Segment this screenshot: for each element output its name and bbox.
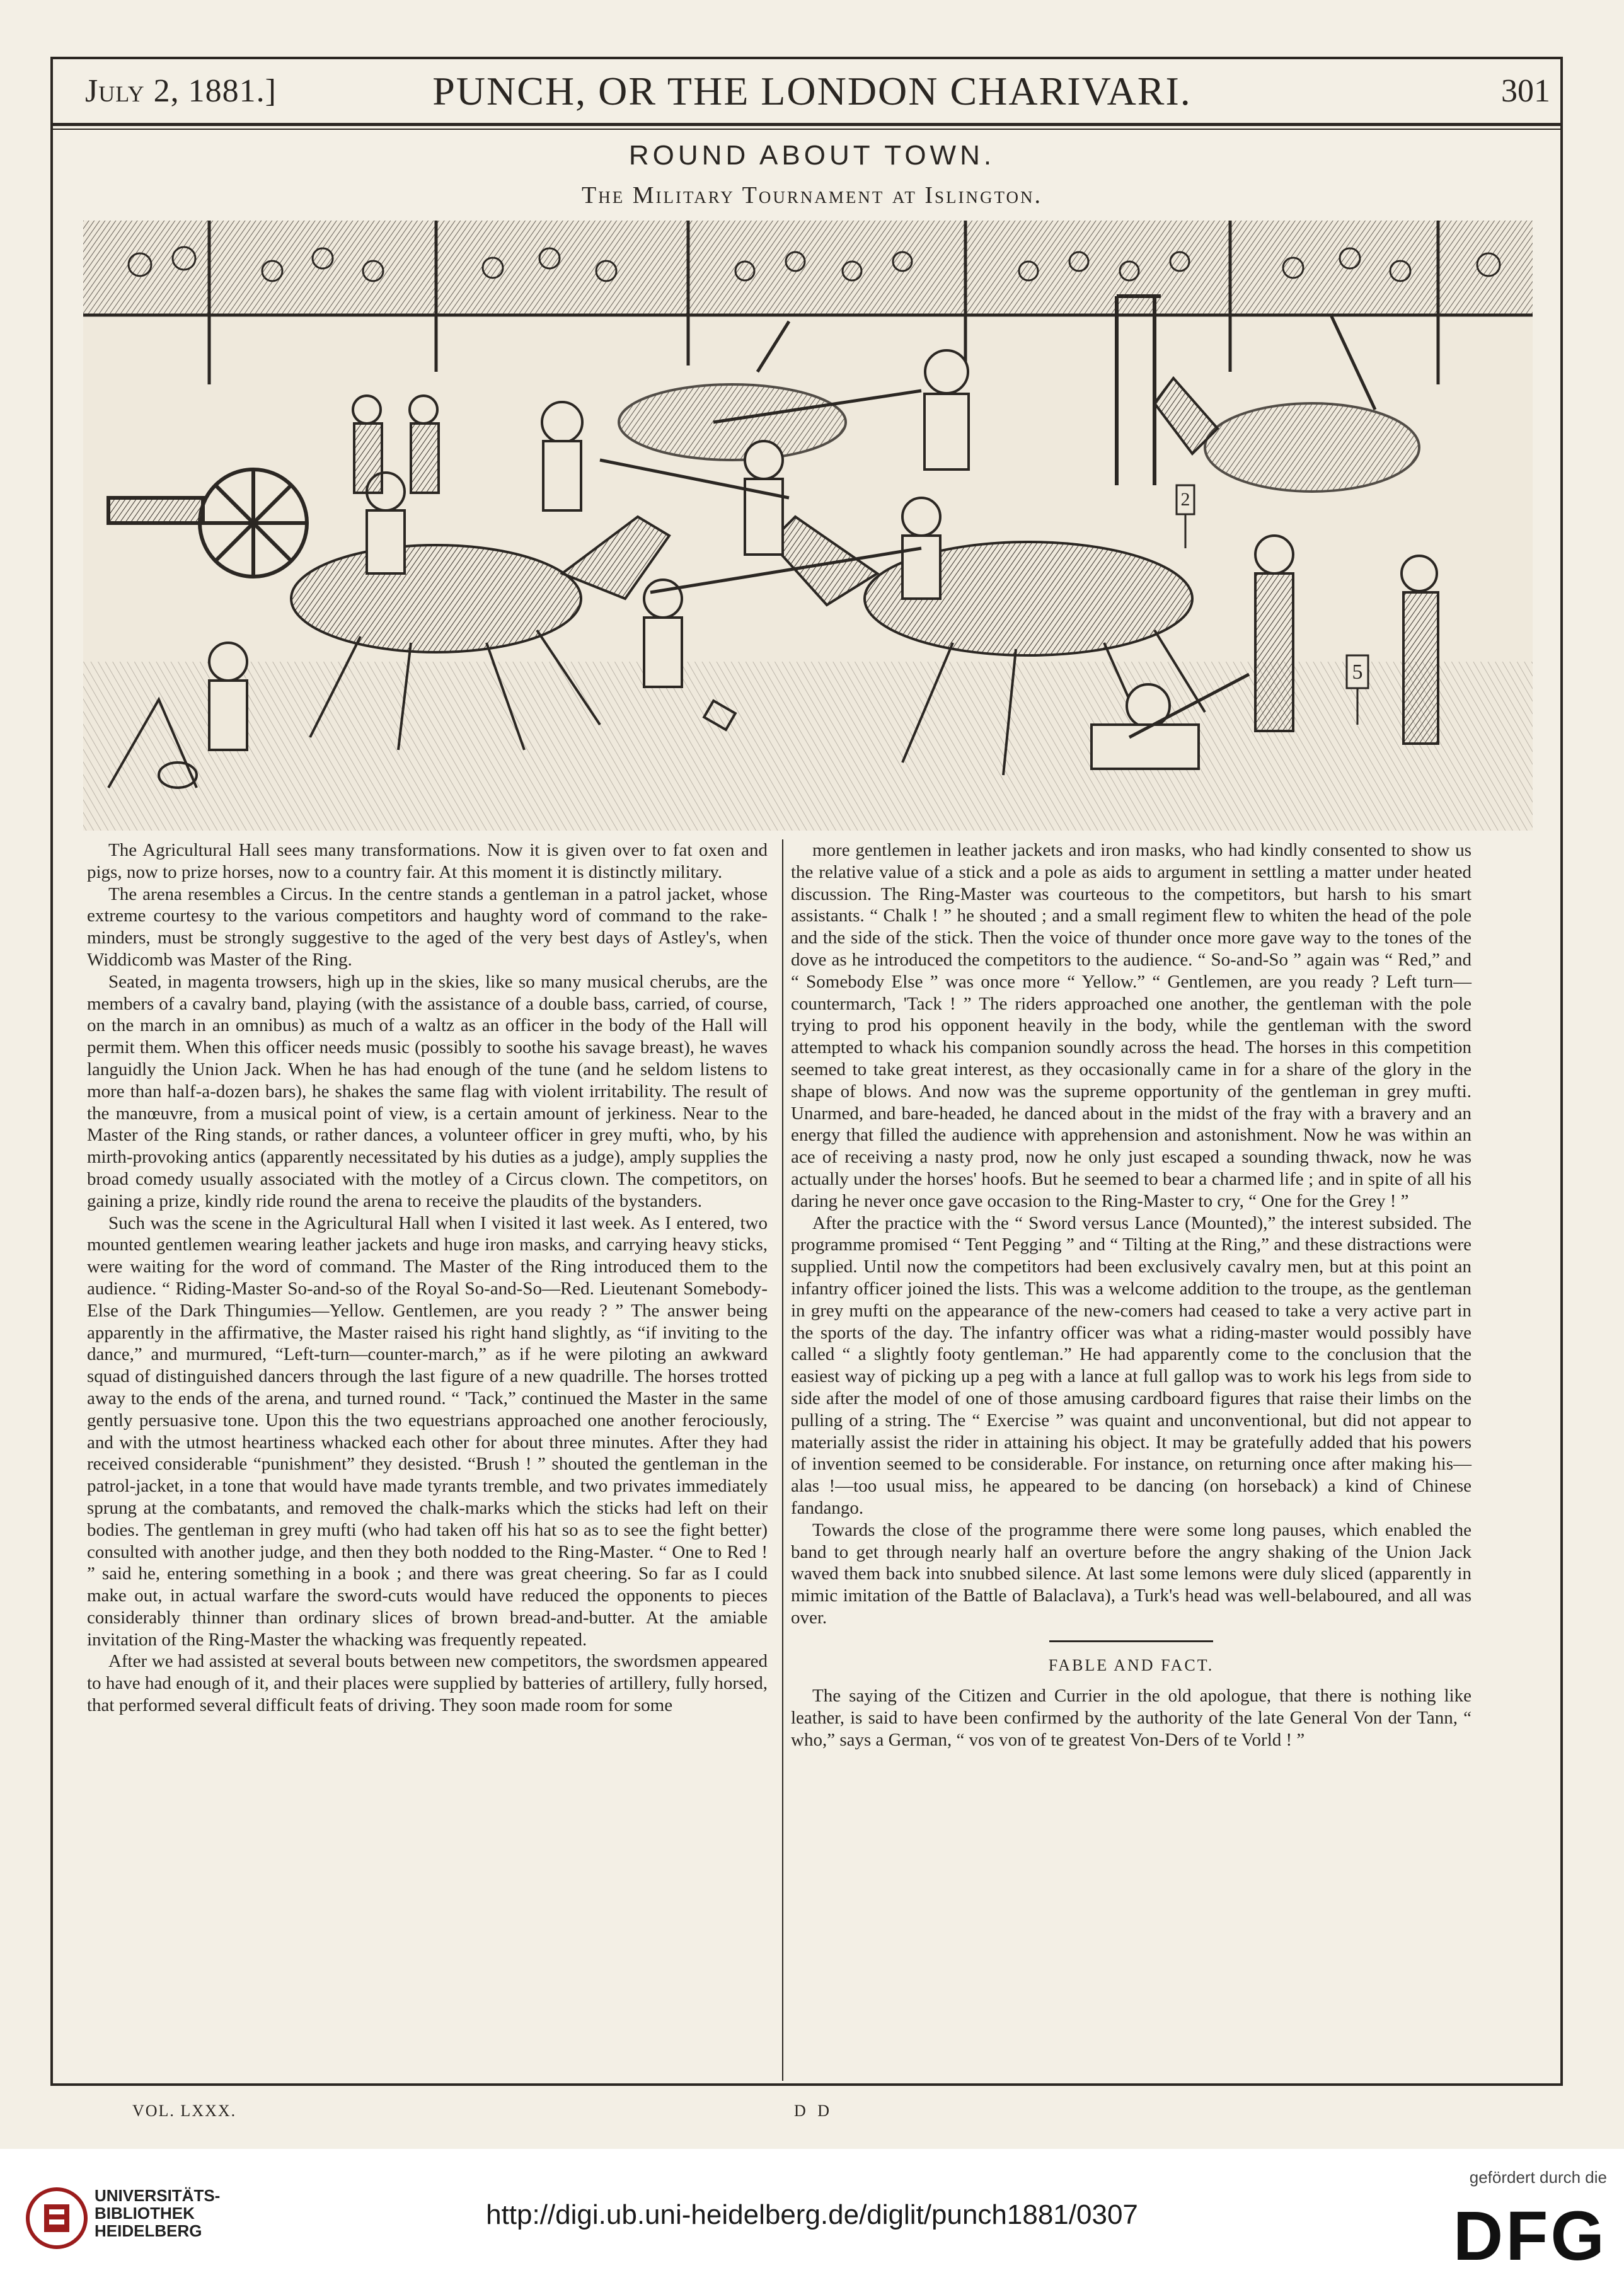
library-name-line: BIBLIOTHEK <box>95 2204 195 2223</box>
header-date: July 2, 1881.] <box>85 73 277 109</box>
frame-top-rule <box>50 57 1563 59</box>
funder-label: gefördert durch die <box>1469 2168 1607 2187</box>
paragraph: more gentlemen in leather jackets and iron masks, who had kindly consented to show us the relative value of a stick and a pole as aids to argument in settling a matter under heated discussion. The Ring-Master was courteous to the competitors, but harsh to his smart assistants. “ Chalk ! ” he shouted ; and a small regiment flew to whiten the head of the pole and the side of the stick. Then the voice of thunder once more gave way to the tones of the dove as he introduced the competitors to the audience. “ So-and-So ” again was “ Red,” and “ Somebody Else ” was once more “ Yellow.” “ Gentlemen, are you ready ? Left turn—countermarch, 'Tack ! ” The riders approached one another, the gentleman with the pole trying to prod his opponent heavily in the body, while the gentleman with the sword attempted to whack his companion soundly across the head. The horses in this competition seemed to take great interest, as they occasionally came in for a share of the glory in the shape of blows. And now was the supreme opportunity of the gentleman in grey mufti. Unarmed, and bare-headed, he danced about in the midst of the fray with a bravery and an energy that filled the audience with apprehension and astonishment. Now he was within an ace of receiving a nasty prod, now he only just escaped a sounding thwack, now he was actually under the horses' hoofs. But he seemed to bear a charmed life ; and in spite of all his daring he never once gave occasion to the Ring-Master to cry, “ One for the Grey ! ” <box>791 840 1471 1211</box>
gallery-crowd <box>83 221 1533 315</box>
paragraph: Towards the close of the programme there were some long pauses, which enabled the band to get through nearly half an overture before the angry shaking of the Union Jack waved them back into snubbed silence. At last some lemons were duly sliced (apparently in mimic imitation of the Battle of Balaclava), a Turk's head was well-belaboured, and all was over. <box>791 1519 1471 1628</box>
signature-mark: D D <box>794 2102 834 2120</box>
paragraph: Such was the scene in the Agricultural Hall when I visited it last week. As I entered, two mounted gentlemen wearing leather jackets and huge iron masks, and carrying heavy sticks, were waiting for the word of command. The Master of the Ring introduced them to the audience. “ Riding-Master So-and-so of the Royal So-and-So—Red. Lieutenant Somebody-Else of the Dark Thingumies—Yellow. Gentlemen, are you ready ? ” The answer being apparently in the affirmative, the Master raised his right hand slightly, as “if inviting to the dance,” and murmured, “Left-turn—counter-march,” as if he were piloting an awkward squad of distinguished dancers through the last figure of a new quadrille. The horses trotted away to the ends of the arena, and turned round. “ 'Tack,” continued the Master in the same gently persuasive tone. Upon this the two equestrians approached one another ferociously, and with the utmost heartiness whacked each other for about three minutes. After they had received considerable “punishment” they desisted. “Brush ! ” shouted the gentleman in the patrol-jacket, in a tone that would have made tyrants tremble, and two privates immediately sprung at the combatants, and removed the chalk-marks which the sticks had left on their bodies. The gentleman in grey mufti (who had taken off his hat so as to see the fight better) consulted with another judge, and then they both nodded to the Ring-Master. “ One to Red ! ” said he, entering something in a book ; and there was great cheering. So far as I could make out, in actual warfare the sword-cuts would have reduced the opponents to pieces considerably thinner than ordinary slices of brown bread-and-butter. At the amiable invitation of the Ring-Master the whacking was frequently repeated. <box>87 1212 768 1650</box>
bottom-rule <box>50 2083 1563 2086</box>
page-number: 301 <box>1501 73 1550 109</box>
paragraph: After we had assisted at several bouts between new competitors, the swordsmen appeared to have had enough of it, and their places were supplied by batteries of artillery, fully horsed, that performed several difficult feats of driving. They soon made room for some <box>87 1651 768 1716</box>
text-column-right <box>791 839 1471 1751</box>
library-name-line: HEIDELBERG <box>95 2221 202 2240</box>
svg-text:2: 2 <box>1180 489 1190 510</box>
paragraph: The Agricultural Hall sees many transformations. Now it is given over to fat oxen and pigs, now to prize horses, now to a country fair. At this moment it is distinctly military. <box>87 840 768 882</box>
tournament-engraving-icon <box>83 221 1533 831</box>
header-rule <box>50 123 1563 126</box>
paragraph: The arena resembles a Circus. In the centre stands a gentleman in a patrol jacket, whose extreme courtesy to the various competitors and haughty word of command to the rake-minders, must be strongly suggestive to the aged of the very best days of Astley's, when Widdicomb was Master of the Ring. <box>87 883 768 970</box>
frame-right-rule <box>1560 57 1563 2086</box>
permalink-url[interactable]: http://digi.ub.uni-heidelberg.de/diglit/punch1881/0307 <box>486 2199 1138 2230</box>
text-column-left <box>87 839 768 1717</box>
column-divider <box>782 839 783 2081</box>
header-rule-thin <box>50 129 1563 130</box>
article-title: ROUND ABOUT TOWN. <box>628 140 996 171</box>
section-heading: FABLE AND FACT. <box>1048 1655 1214 1674</box>
masthead-title: PUNCH, OR THE LONDON CHARIVARI. <box>432 69 1192 113</box>
article-subtitle: The Military Tournament at Islington. <box>582 182 1042 209</box>
arena-floor <box>83 662 1533 831</box>
funder-logo[interactable]: DFG <box>1453 2197 1607 2275</box>
paragraph: Seated, in magenta trowsers, high up in the skies, like so many musical cherubs, are the members of a cavalry band, playing (with the assistance of a double bass, carried, of course, on the march in an omnibus) as much of a waltz as an officer in the body of the Hall will permit them. When this officer needs music (possibly to soothe his savage breast), he waves languidly the Union Jack. When he has had enough of the tune (and he seldom listens to more than half-a-dozen bars), he shakes the same flag with violent irritability. The result of the manœuvre, from a musical point of view, is a certain amount of jerkiness. Near to the Master of the Ring stands, or rather dances, a volunteer officer in grey mufti, who, by his mirth-provoking antics (apparently necessitated by his duties as a judge), amply supplies the broad comedy usually associated with the motley of a Circus clown. The competitors, on gaining a prize, kindly ride round the arena to receive the plaudits of the bystanders. <box>87 971 768 1211</box>
volume-label: VOL. LXXX. <box>132 2102 237 2120</box>
library-name-line: UNIVERSITÄTS- <box>95 2186 221 2205</box>
svg-text:5: 5 <box>1352 660 1363 684</box>
paragraph: The saying of the Citizen and Currier in the old apologue, that there is nothing like leather, is said to have been confirmed by the authority of the late General Von der Tann, “ who,” says a German, “ vos von of te greatest Von-Ders of te Vorld ! ” <box>791 1686 1471 1751</box>
frame-left-rule <box>50 57 53 2086</box>
section-divider <box>1049 1640 1213 1642</box>
paragraph: After the practice with the “ Sword versus Lance (Mounted),” the interest subsided. The programme promised “ Tent Pegging ” and “ Tilting at the Ring,” and these distractions were supplied. Until now the competitors had been exclusively cavalry men, but at this point an infantry officer joined the lists. This was a welcome addition to the troupe, as the gentleman in grey mufti on the appearance of the new-comers had ceased to take a very active part in the sports of the day. The infantry officer was what a riding-master would possibly have called “ a slightly footy gentleman.” He had apparently come to the conclusion that the easiest way of picking up a peg with a lance at full gallop was to work his legs from side to side after the model of one of those amusing cardboard figures that raise their limbs on the pulling of a string. The “ Exercise ” was quaint and unconventional, but did not appear to materially assist the rider in attaining his object. It may be gratefully added that his powers of invention seemed to be considerable. For instance, on returning once after making his—alas !—too usual miss, he appeared to be dancing (on horseback) a kind of Chinese fandango. <box>791 1212 1471 1518</box>
